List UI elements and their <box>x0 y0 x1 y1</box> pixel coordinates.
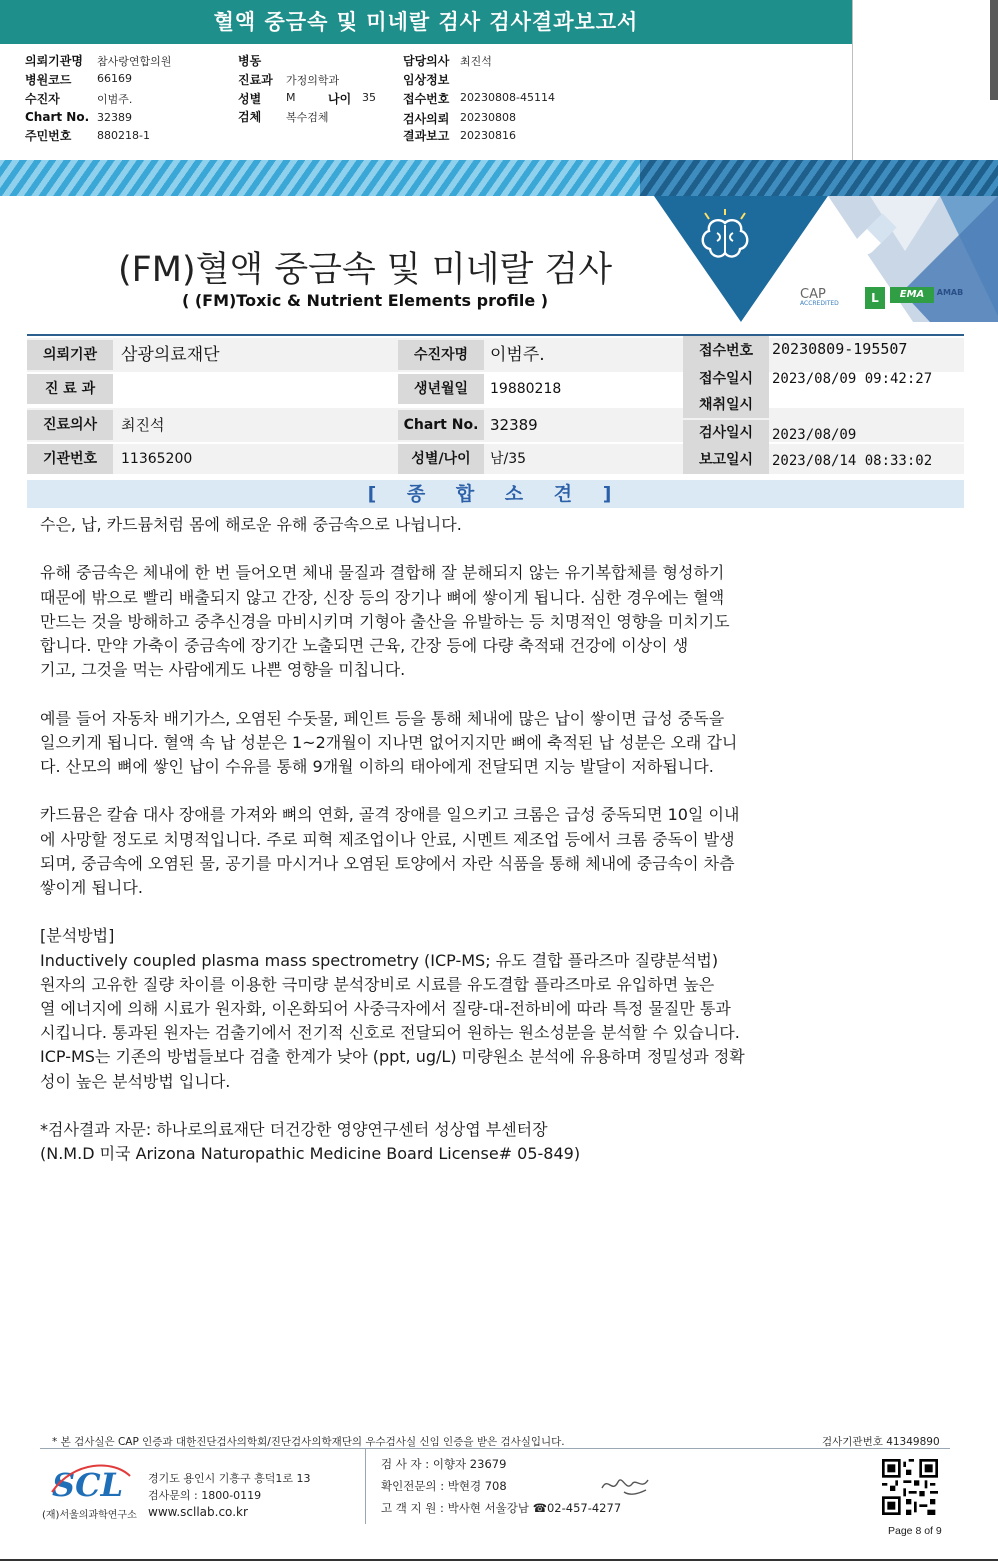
label-department: 진 료 과 <box>27 374 113 404</box>
page-number: Page 8 of 9 <box>888 1525 942 1537</box>
field-label: 나이 <box>328 92 352 106</box>
lab-phone: 검사문의 : 1800-0119 <box>148 1489 262 1502</box>
summary-paragraph: 수은, 납, 카드뮴처럼 몸에 해로운 유해 중금속으로 나뉩니다. <box>40 515 462 534</box>
field-label: Chart No. <box>25 110 90 124</box>
label-org-number: 기관번호 <box>27 444 113 474</box>
field-value: 복수검체 <box>286 111 329 124</box>
field-value: 66169 <box>97 72 132 85</box>
value-birthdate: 19880218 <box>490 381 562 397</box>
field-value: 가정의학과 <box>286 74 340 87</box>
cap-logo <box>800 287 858 309</box>
capsule-icon <box>846 208 902 264</box>
specialist-info: 확인전문의 : 박현경 708 <box>381 1479 507 1493</box>
field-label: 수진자 <box>25 92 60 106</box>
examiner-info: 검 사 자 : 이향자 23679 <box>381 1457 507 1471</box>
footer-separator <box>365 1449 366 1524</box>
value-sex-age: 남/35 <box>490 451 527 467</box>
page-bottom-border <box>0 1559 998 1561</box>
label-report-datetime: 보고일시 <box>683 446 769 474</box>
label-birthdate: 생년월일 <box>398 374 484 404</box>
value-receipt-number: 20230809-195507 <box>772 340 908 358</box>
summary-paragraph: 카드뮴은 칼슘 대사 장애를 가져와 뼈의 연화, 골격 장애를 일으키고 크롬은 급성 중독되면 10일 이내 에 사망할 정도로 치명적입니다. 주로 피혁 제조업이나 안료, 시멘트 제조업 등에서 크롬 중독이 발생 되며, 중금속에 오염된 물, 공기를 마시거나 오염된 토양에서 자란 식품을 통해 체내에 중금속이 차츰 쌓이게 됩니다. <box>40 805 740 897</box>
ema-logo: EMA <box>890 287 934 303</box>
label-patient-name: 수진자명 <box>398 340 484 370</box>
summary-body <box>40 513 880 1166</box>
top-right-edge <box>990 0 998 100</box>
field-value: 35 <box>362 91 376 104</box>
field-value: M <box>286 91 296 104</box>
field-label: 성별 <box>238 92 262 106</box>
field-value: 20230808 <box>460 111 516 124</box>
summary-report-title: 혈액 중금속 및 미네랄 검사 검사결과보고서 <box>0 0 852 44</box>
lm-logo: L <box>865 287 885 309</box>
scl-logo: SCL <box>52 1466 124 1504</box>
field-value: 20230816 <box>460 129 516 142</box>
support-info: 고 객 지 원 : 박사현 서울강남 ☎02-457-4277 <box>381 1501 622 1515</box>
field-value: 이범주. <box>97 93 133 106</box>
lab-address: 경기도 용인시 기흥구 흥덕1로 13 <box>148 1472 311 1485</box>
certification-notice: * 본 검사실은 CAP 인증과 대한진단검사의학회/진단검사의학재단의 우수검사실 신임 인증을 받은 검사실입니다. <box>52 1436 565 1448</box>
signature-image <box>598 1470 658 1500</box>
org-name: (재)서울의과학연구소 <box>42 1510 137 1521</box>
summary-heading: [ 종 합 소 견 ] <box>27 480 964 508</box>
label-receipt-number: 접수번호 <box>683 336 769 366</box>
field-value: 참사랑연합의원 <box>97 55 172 68</box>
value-doctor: 최진석 <box>121 416 165 434</box>
report-subtitle: ( (FM)Toxic & Nutrient Elements profile ) <box>181 291 549 310</box>
summary-paragraph: 예를 들어 자동차 배기가스, 오염된 수돗물, 페인트 등을 통해 체내에 많은 납이 쌓이면 급성 중독을 일으키게 됩니다. 혈액 속 납 성분은 1~2개월이 지나면 없어지지만 뼈에 축적된 납 성분은 오래 갑니 다. 산모의 뼈에 쌓인 납이 수유를 통해 9개월 이하의 태아에게 전달되면 지능 발달이 저하됩니다. <box>40 708 738 776</box>
top-right-blank <box>853 0 998 160</box>
qr-code-icon <box>882 1459 938 1515</box>
field-label: 검사의뢰 <box>403 112 450 126</box>
label-requesting-org: 의뢰기관 <box>27 340 113 370</box>
field-label: 진료과 <box>238 73 273 87</box>
field-value: 32389 <box>97 111 132 124</box>
value-chart-no: 32389 <box>490 416 538 434</box>
field-label: 의뢰기관명 <box>25 54 83 68</box>
cap-logo-subtext: ACCREDITED <box>800 300 839 307</box>
analysis-method-paragraph: [분석방법] Inductively coupled plasma mass spectrometry (ICP-MS; 유도 결합 플라즈마 질량분석법) 원자의 고유한 질량 차이를 이용한 극미량 분석장비로 시료를 유도결합 플라즈마로 유입하면 높은 열 에너지에 의해 시료가 원자화, 이온화되어 사중극자에서 질량-대-전하비에 따라 특정 물질만 통과 시킵니다. 통과된 원자는 검출기에서 전기적 신호로 전달되어 원하는 원소성분을 분석할 수 있습니다. ICP-MS는 기존의 방법들보다 검출 한계가 낮아 (ppt, ug/L) 미량원소 분석에 유용하며 정밀성과 정확 성이 높은 분석방법 입니다. <box>40 926 745 1091</box>
logo-swoosh <box>44 1462 134 1502</box>
field-label: 검체 <box>238 110 262 124</box>
field-label: 임상정보 <box>403 73 450 87</box>
consultation-note: *검사결과 자문: 하나로의료재단 더건강한 영양연구센터 성상엽 부센터장 (N.M.D 미국 Arizona Naturopathic Medicine Board License# 05-849) <box>40 1120 581 1164</box>
value-requesting-org: 삼광의료재단 <box>121 345 220 365</box>
label-collection-datetime: 채취일시 <box>683 392 769 418</box>
footer-divider <box>40 1448 950 1449</box>
field-label: 담당의사 <box>403 54 450 68</box>
field-label: 주민번호 <box>25 129 72 143</box>
lab-website[interactable] <box>148 1505 248 1519</box>
decorative-stripe-dark <box>640 160 998 196</box>
label-doctor: 진료의사 <box>27 410 113 440</box>
amab-logo: AMAB <box>936 288 964 297</box>
value-report-datetime: 2023/08/14 08:33:02 <box>772 453 933 469</box>
label-receipt-datetime: 접수일시 <box>683 364 769 394</box>
field-value: 880218-1 <box>97 129 150 142</box>
value-test-date: 2023/08/09 <box>772 427 857 443</box>
field-label: 결과보고 <box>403 129 450 143</box>
label-sex-age: 성별/나이 <box>398 444 484 474</box>
field-label: 접수번호 <box>403 92 450 106</box>
label-chart-no: Chart No. <box>398 410 484 440</box>
field-label: 병동 <box>238 54 262 68</box>
value-receipt-datetime: 2023/08/09 09:42:27 <box>772 371 933 387</box>
field-value: 최진석 <box>460 55 492 68</box>
lab-number: 검사기관번호 41349890 <box>822 1436 940 1448</box>
field-label: 병원코드 <box>25 73 72 87</box>
report-title: (FM)혈액 중금속 및 미네랄 검사 <box>117 250 613 290</box>
field-value: 20230808-45114 <box>460 91 555 104</box>
value-org-number: 11365200 <box>121 451 193 467</box>
website-link[interactable]: www.scllab.co.kr <box>148 1505 248 1519</box>
value-patient-name: 이범주. <box>490 345 545 365</box>
cap-logo-text: CAP <box>800 287 826 302</box>
summary-paragraph: 유해 중금속은 체내에 한 번 들어오면 체내 물질과 결합해 잘 분해되지 않는 유기복합체를 형성하기 때문에 밖으로 빨리 배출되지 않고 간장, 신장 등의 장기나 뼈에 쌓이게 됩니다. 심한 경우에는 혈액 만드는 것을 방해하고 중추신경을 마비시키며 기형아 출산을 유발하는 등 치명적인 영향을 미치기도 합니다. 만약 가축이 중금속에 장기간 노출되면 근육, 간장 등에 다량 축적돼 건강에 이상이 생 기고, 그것을 먹는 사람에게도 나쁜 영향을 미칩니다. <box>40 563 730 680</box>
label-test-date: 검사일시 <box>683 420 769 446</box>
